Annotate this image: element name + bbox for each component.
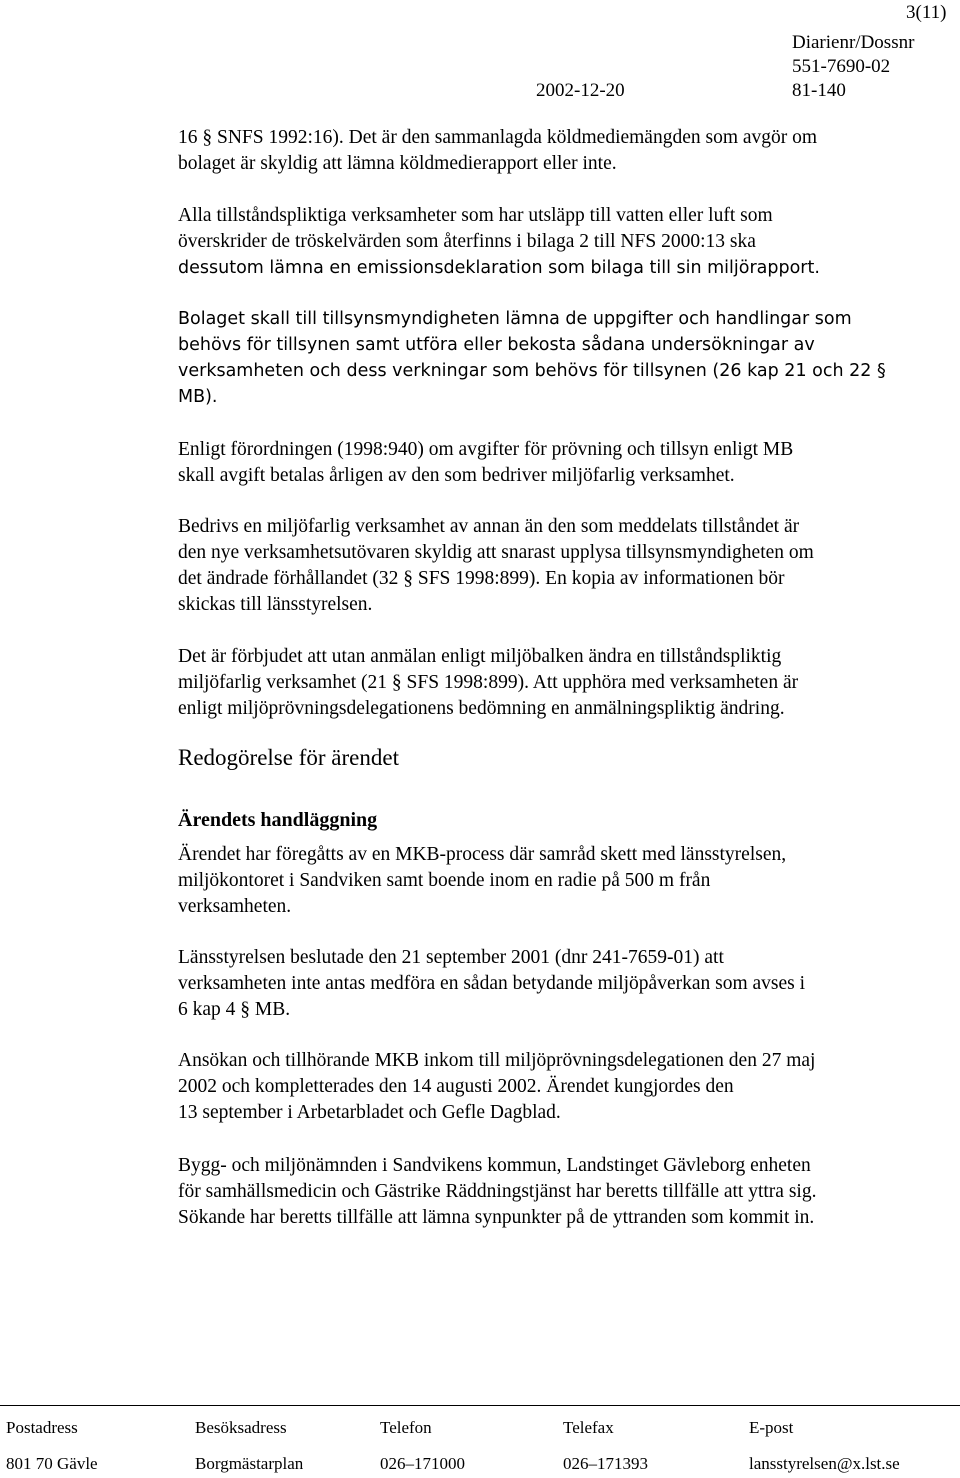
text-line: dessutom lämna en emissionsdeklaration som bilaga till sin miljörapport.: [178, 258, 820, 278]
text-line: 13 september i Arbetarbladet och Gefle Dagblad.: [178, 1102, 561, 1123]
subsection-heading: Ärendets handläggning: [178, 809, 378, 831]
text-line: Alla tillståndspliktiga verksamheter som har utsläpp till vatten eller luft som: [178, 205, 773, 226]
footer-value-besoksadress: Borgmästarplan: [195, 1454, 304, 1473]
text-line: verksamheten och dess verkningar som behövs för tillsynen (26 kap 21 och 22 §: [178, 361, 886, 381]
text-line: överskrider de tröskelvärden som återfinns i bilaga 2 till NFS 2000:13 ska: [178, 231, 756, 252]
text-line: för samhällsmedicin och Gästrike Räddningstjänst har beretts tillfälle att yttra sig.: [178, 1181, 817, 1202]
text-line: Det är förbjudet att utan anmälan enligt miljöbalken ändra en tillståndspliktig: [178, 646, 782, 667]
text-line: Enligt förordningen (1998:940) om avgifter för prövning och tillsyn enligt MB: [178, 439, 794, 460]
text-line: det ändrade förhållandet (32 § SFS 1998:899). En kopia av informationen bör: [178, 568, 785, 589]
section-heading: Redogörelse för ärendet: [178, 745, 399, 770]
text-line: Bedrivs en miljöfarlig verksamhet av annan än den som meddelats tillståndet är: [178, 516, 800, 537]
footer-value-epost[interactable]: lansstyrelsen@x.lst.se: [749, 1454, 900, 1473]
diarienr-value-2: 81-140: [792, 80, 846, 101]
text-line: skall avgift betalas årligen av den som bedriver miljöfarlig verksamhet.: [178, 465, 735, 486]
text-line: Ansökan och tillhörande MKB inkom till miljöprövningsdelegationen den 27 maj: [178, 1050, 816, 1071]
diarienr-label: Diarienr/Dossnr: [792, 32, 915, 53]
diarienr-value-1: 551-7690-02: [792, 56, 891, 77]
text-line: verksamheten.: [178, 896, 292, 917]
text-line: Ärendet har föregåtts av en MKB-process där samråd skett med länsstyrelsen,: [178, 844, 787, 865]
document-date: 2002-12-20: [536, 80, 625, 101]
text-line: Sökande har beretts tillfälle att lämna synpunkter på de yttranden som kommit in.: [178, 1207, 815, 1228]
text-line: skickas till länsstyrelsen.: [178, 594, 373, 615]
text-line: verksamheten inte antas medföra en sådan betydande miljöpåverkan som avses i: [178, 973, 806, 994]
text-line: den nye verksamhetsutövaren skyldig att snarast upplysa tillsynsmyndigheten om: [178, 542, 814, 563]
text-line: 2002 och kompletterades den 14 augusti 2002. Ärendet kungjordes den: [178, 1076, 734, 1097]
text-line: miljökontoret i Sandviken samt boende inom en radie på 500 m från: [178, 870, 711, 891]
footer-value-telefon: 026–171000: [380, 1454, 465, 1473]
footer-label-epost: E-post: [749, 1418, 794, 1437]
footer-label-besoksadress: Besöksadress: [195, 1418, 287, 1437]
text-line: enligt miljöprövningsdelegationens bedömning en anmälningspliktig ändring.: [178, 698, 785, 719]
text-line: behövs för tillsynen samt utföra eller bekosta sådana undersökningar av: [178, 335, 815, 355]
text-line: Bolaget skall till tillsynsmyndigheten lämna de uppgifter och handlingar som: [178, 309, 852, 329]
footer-value-telefax: 026–171393: [563, 1454, 648, 1473]
footer-label-telefax: Telefax: [563, 1418, 614, 1437]
text-line: Bygg- och miljönämnden i Sandvikens kommun, Landstinget Gävleborg enheten: [178, 1155, 811, 1176]
footer-label-postadress: Postadress: [6, 1418, 78, 1437]
footer-divider: [0, 1405, 960, 1406]
text-line: Länsstyrelsen beslutade den 21 september 2001 (dnr 241-7659-01) att: [178, 947, 724, 968]
text-line: MB).: [178, 387, 218, 407]
footer-label-telefon: Telefon: [380, 1418, 432, 1437]
text-line: 6 kap 4 § MB.: [178, 999, 291, 1020]
footer-value-postadress: 801 70 Gävle: [6, 1454, 98, 1473]
text-line: bolaget är skyldig att lämna köldmedierapport eller inte.: [178, 153, 617, 174]
page-number: 3(11): [906, 2, 947, 23]
text-line: miljöfarlig verksamhet (21 § SFS 1998:899). Att upphöra med verksamheten är: [178, 672, 799, 693]
text-line: 16 § SNFS 1992:16). Det är den sammanlagda köldmediemängden som avgör om: [178, 127, 818, 148]
